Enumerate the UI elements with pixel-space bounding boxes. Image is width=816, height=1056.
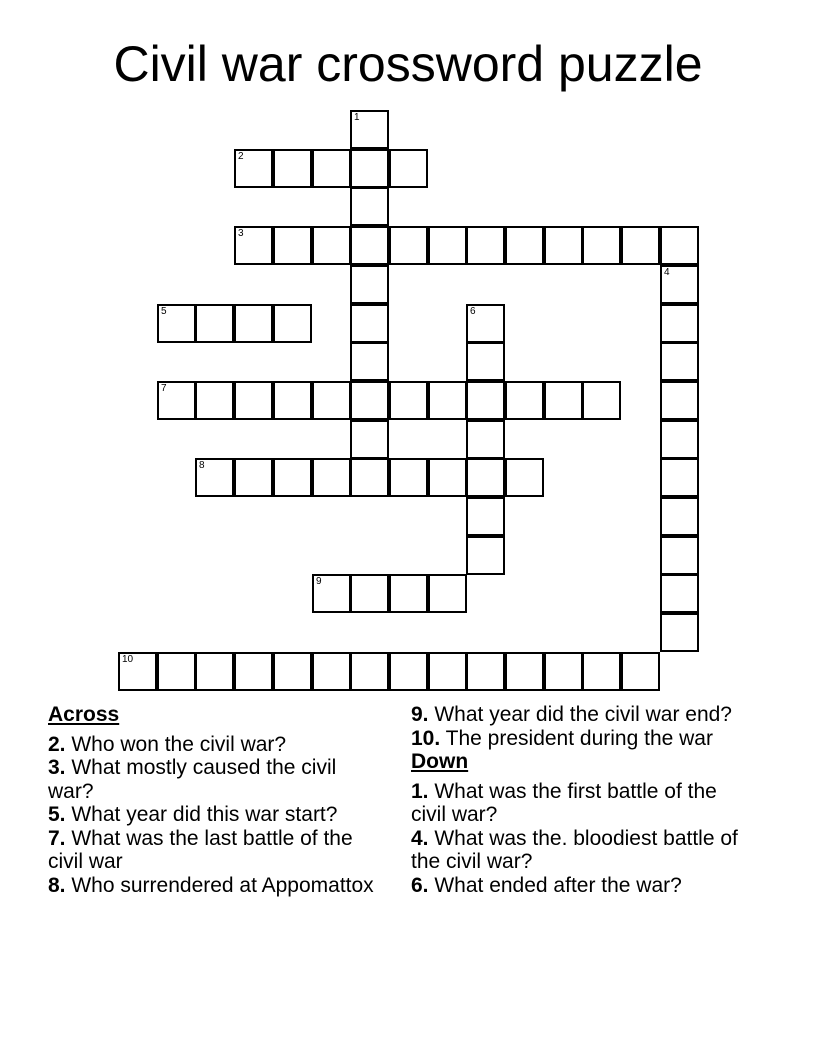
- across-clue: [411, 703, 741, 727]
- clue-number: 4: [664, 267, 670, 278]
- clue-text: What was the first battle of the civil war?: [411, 779, 717, 826]
- grid-cell[interactable]: [273, 149, 312, 188]
- clue-number: 3: [238, 228, 244, 239]
- grid-cell[interactable]: [660, 342, 699, 381]
- grid-cell[interactable]: [466, 458, 505, 497]
- across-clue: [48, 756, 378, 803]
- clue-number-label: 8.: [48, 873, 66, 897]
- grid-cell[interactable]: [273, 458, 312, 497]
- down-clue: [411, 780, 741, 827]
- across-clue: [411, 727, 741, 751]
- clue-number-label: 4.: [411, 826, 429, 850]
- clue-number-label: 5.: [48, 803, 66, 826]
- down-heading: Down: [411, 750, 469, 773]
- grid-cell[interactable]: [466, 420, 505, 459]
- grid-cell[interactable]: [660, 265, 699, 304]
- across-heading: Across: [48, 703, 120, 726]
- grid-cell[interactable]: [350, 149, 389, 188]
- grid-cell[interactable]: [544, 652, 583, 691]
- clue-number-label: 1.: [411, 779, 429, 803]
- grid-cell[interactable]: [195, 304, 234, 343]
- grid-cell[interactable]: [234, 304, 273, 343]
- across-clue-list-continued: [411, 703, 741, 750]
- clue-number: 6: [470, 306, 476, 317]
- grid-cell[interactable]: [350, 652, 389, 691]
- grid-cell[interactable]: [505, 652, 544, 691]
- grid-cell[interactable]: [273, 652, 312, 691]
- grid-cell[interactable]: [157, 304, 196, 343]
- grid-cell[interactable]: [582, 226, 621, 265]
- grid-cell[interactable]: [660, 536, 699, 575]
- grid-cell[interactable]: [466, 497, 505, 536]
- grid-cell[interactable]: [660, 304, 699, 343]
- across-clue: [48, 803, 378, 827]
- clue-number-label: 7.: [48, 826, 66, 850]
- grid-cell[interactable]: [660, 458, 699, 497]
- down-clue: [411, 827, 741, 874]
- grid-cell[interactable]: [505, 381, 544, 420]
- grid-cell[interactable]: [389, 226, 428, 265]
- clue-number-label: 6.: [411, 873, 429, 897]
- clue-number: 10: [122, 654, 134, 665]
- grid-cell[interactable]: [350, 265, 389, 304]
- grid-cell[interactable]: [660, 381, 699, 420]
- grid-cell[interactable]: [428, 381, 467, 420]
- grid-cell[interactable]: [234, 652, 273, 691]
- grid-cell[interactable]: [582, 652, 621, 691]
- clues-left-column: [48, 703, 378, 897]
- clue-text: The president during the war: [440, 726, 713, 750]
- grid-cell[interactable]: [350, 381, 389, 420]
- grid-cell[interactable]: [195, 381, 234, 420]
- grid-cell[interactable]: [273, 226, 312, 265]
- down-clue: [411, 874, 741, 898]
- clue-number: 8: [199, 460, 205, 471]
- grid-cell[interactable]: [466, 304, 505, 343]
- clue-number: 9: [316, 576, 322, 587]
- grid-cell[interactable]: [195, 652, 234, 691]
- grid-cell[interactable]: [428, 652, 467, 691]
- grid-cell[interactable]: [312, 458, 351, 497]
- grid-cell[interactable]: [312, 652, 351, 691]
- grid-cell[interactable]: [660, 497, 699, 536]
- grid-cell[interactable]: [505, 226, 544, 265]
- grid-cell[interactable]: [195, 458, 234, 497]
- clue-text: What was the last battle of the civil war: [48, 826, 353, 873]
- grid-cell[interactable]: [312, 574, 351, 613]
- grid-cell[interactable]: [350, 110, 389, 149]
- grid-cell[interactable]: [350, 420, 389, 459]
- grid-cell[interactable]: [621, 652, 660, 691]
- clue-text: What year did the civil war end?: [428, 703, 732, 726]
- grid-cell[interactable]: [350, 187, 389, 226]
- grid-cell[interactable]: [660, 613, 699, 652]
- grid-cell[interactable]: [234, 226, 273, 265]
- grid-cell[interactable]: [466, 536, 505, 575]
- clue-number: 5: [161, 306, 167, 317]
- grid-cell[interactable]: [157, 381, 196, 420]
- grid-cell[interactable]: [428, 458, 467, 497]
- clue-number: 7: [161, 383, 167, 394]
- grid-cell[interactable]: [350, 304, 389, 343]
- grid-cell[interactable]: [466, 381, 505, 420]
- grid-cell[interactable]: [350, 574, 389, 613]
- grid-cell[interactable]: [273, 304, 312, 343]
- clue-text: Who won the civil war?: [65, 732, 287, 756]
- down-clue-list: [411, 780, 741, 898]
- grid-cell[interactable]: [389, 652, 428, 691]
- grid-cell[interactable]: [621, 226, 660, 265]
- grid-cell[interactable]: [389, 381, 428, 420]
- clue-number: 2: [238, 151, 244, 162]
- clue-number-label: 3.: [48, 756, 66, 779]
- grid-cell[interactable]: [312, 226, 351, 265]
- grid-cell[interactable]: [234, 381, 273, 420]
- grid-cell[interactable]: [389, 458, 428, 497]
- grid-cell[interactable]: [544, 381, 583, 420]
- grid-cell[interactable]: [660, 226, 699, 265]
- grid-cell[interactable]: [660, 420, 699, 459]
- clue-text: What ended after the war?: [428, 873, 682, 897]
- grid-cell[interactable]: [350, 226, 389, 265]
- clue-number: 1: [354, 112, 360, 123]
- grid-cell[interactable]: [505, 458, 544, 497]
- grid-cell[interactable]: [118, 652, 157, 691]
- grid-cell[interactable]: [234, 149, 273, 188]
- clue-text: What mostly caused the civil war?: [48, 756, 337, 803]
- grid-cell[interactable]: [389, 574, 428, 613]
- puzzle-title: Civil war crossword puzzle: [113, 36, 703, 92]
- clue-number-label: 2.: [48, 732, 66, 756]
- clue-text: What year did this war start?: [65, 803, 338, 826]
- grid-cell[interactable]: [389, 149, 428, 188]
- grid-cell[interactable]: [428, 226, 467, 265]
- grid-cell[interactable]: [544, 226, 583, 265]
- grid-cell[interactable]: [350, 342, 389, 381]
- across-clue: [48, 733, 378, 757]
- grid-cell[interactable]: [660, 574, 699, 613]
- clue-number-label: 10.: [411, 726, 441, 750]
- grid-cell[interactable]: [273, 381, 312, 420]
- clue-text: Who surrendered at Appomattox: [65, 873, 374, 897]
- clue-text: What was the. bloodiest battle of the civil war?: [411, 826, 738, 873]
- grid-cell[interactable]: [428, 574, 467, 613]
- across-clue: [48, 827, 378, 874]
- grid-cell[interactable]: [466, 652, 505, 691]
- grid-cell[interactable]: [350, 458, 389, 497]
- grid-cell[interactable]: [234, 458, 273, 497]
- clue-number-label: 9.: [411, 703, 429, 726]
- clues-right-column: [411, 703, 741, 897]
- across-clue-list: [48, 733, 378, 898]
- grid-cell[interactable]: [466, 226, 505, 265]
- grid-cell[interactable]: [157, 652, 196, 691]
- across-clue: [48, 874, 378, 898]
- grid-cell[interactable]: [466, 342, 505, 381]
- grid-cell[interactable]: [312, 381, 351, 420]
- grid-cell[interactable]: [582, 381, 621, 420]
- grid-cell[interactable]: [312, 149, 351, 188]
